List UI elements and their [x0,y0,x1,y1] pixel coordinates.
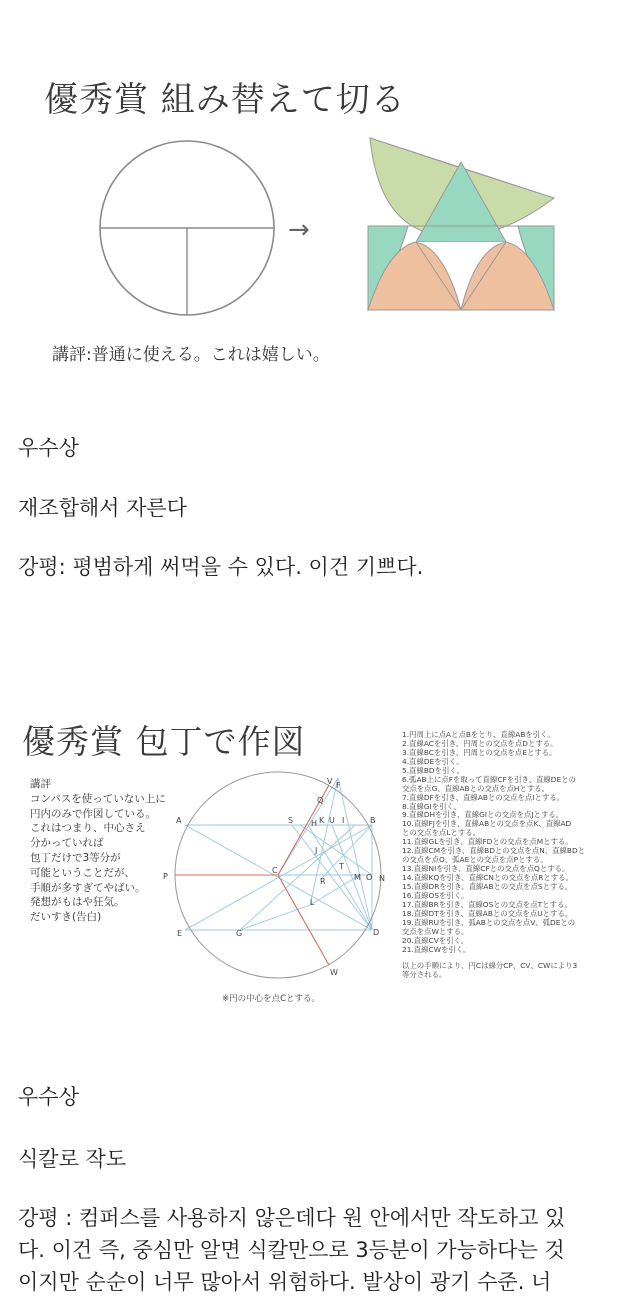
point-label: V [327,777,333,786]
step-line: 13.直線NIを引き、直線CFとの交点を点Qとする。 [402,864,570,874]
point-label: H [311,819,318,828]
section2-review-jp [30,777,166,925]
point-label: O [366,873,373,882]
point-label: U [329,816,335,825]
step-line: 8.直線GIを引く。 [402,801,462,811]
review-line: だいすき(告白) [30,911,102,924]
center-note: ※円の中心を点Cとする。 [222,994,321,1004]
review-line: 円内のみで作図している。 [30,807,156,820]
step-line: 10.直線FJを引き、直線ABとの交点を点K、直線AD [402,819,572,829]
section1-review-jp: 講評:普通に使える。これは嬉しい。 [52,345,330,365]
point-label: E [177,929,183,938]
step-line: 14.直線KQを引き、直線CNとの交点を点Rとする。 [402,873,573,882]
conclusion-line: 等分される。 [402,970,447,980]
step-line: 20.直線CVを引く。 [402,935,469,945]
construction-steps [402,731,585,980]
review-line: 分かっていれば [30,837,104,850]
step-line: との交点を点Lとする。 [402,828,481,838]
point-label: J [315,846,318,855]
step-line: 1.円周上に点Aと点Bをとり、直線ABを引く。 [402,730,555,739]
step-line: 12.直線CMを引き、直線BDとの交点を点N、直線BDと [402,846,586,856]
point-label: L [310,898,315,907]
point-label: B [370,816,376,825]
divided-circle [100,141,274,315]
construction-lines [185,778,372,930]
review-ko-line: 이지만 순순이 너무 많아서 위험하다. 발상이 광기 수준. 너 [18,1270,552,1294]
section2-title-jp: 優秀賞 包丁で作図 [22,722,306,761]
point-label: I [342,816,345,825]
section1-title-jp: 優秀賞 組み替えて切る [44,80,406,120]
section1-review-ko: 강평: 평범하게 써먹을 수 있다. 이건 기쁘다. [18,555,424,579]
step-line: 5.直線BDを引く。 [402,765,465,775]
point-label: G [236,929,243,938]
review-line: これはつまり、中心さえ [30,822,146,835]
step-line: 11.直線GLを引き、直線FDとの交点を点Mとする。 [402,837,573,847]
review-line: 手順が多すぎてやばい。 [30,881,146,894]
section1-figure [90,130,560,330]
step-line: 18.直線DTを引き、直線ABとの交点を点Uとする。 [402,908,573,918]
step-line: 16.直線OSを引く。 [402,890,469,900]
point-label: P [163,872,168,881]
conclusion-line: 以上の手順により、円Cは線分CP、CV、CWにより3 [402,961,578,971]
step-line: 17.直線BRを引き、直線OSとの交点を点Tとする。 [402,899,572,909]
step-line: 7.直線DFを引き、直線ABとの交点を点Iとする。 [402,792,565,802]
step-line: 15.直線DRを引き、直線ABとの交点を点Sとする。 [402,881,573,891]
point-label: N [379,874,385,883]
step-line: 4.直線DEを引く。 [402,756,464,766]
step-line: 9.直線DHを引き、直線GIとの交点を点Jとする。 [402,810,564,820]
review-ko-line: 강평 : 컴퍼스를 사용하지 않은데다 원 안에서만 작도하고 있 [18,1206,566,1230]
point-label: M [354,873,361,882]
section2-award-ko: 우수상 [18,1085,79,1109]
section2-title-ko: 식칼로 작도 [18,1147,127,1171]
step-line: 2.直線ACを引き、円周との交点を点Dとする。 [402,738,558,748]
point-label: T [339,862,344,871]
review-line: 発想がもはや狂気。 [30,896,125,909]
step-line: 交点を点Wとする。 [402,926,469,936]
review-line: 包丁だけで3等分が [30,851,121,864]
construction-figure [160,770,400,990]
review-line: コンパスを使っていない上に [30,792,166,805]
review-line: 講評 [30,778,51,790]
step-line: 6.弧AB上に点Fを取って直線CFを引き、直線DEとの [402,774,576,784]
arrow-icon: → [288,215,310,245]
step-line: 19.直線RUを引き、弧ABとの交点を点V、弧DEとの [402,917,576,927]
point-label: K [319,816,325,825]
review-ko-line: 다. 이건 즉, 중심만 알면 식칼만으로 3등분이 가능하다는 것 [18,1238,565,1262]
step-line: 21.直線CWを引く。 [402,944,471,954]
section2-review-ko [18,1202,638,1298]
point-label: F [336,781,341,790]
rearranged-pieces [368,138,554,310]
point-label: R [320,877,326,886]
point-label: A [176,816,182,825]
point-label: W [330,968,338,977]
point-label: S [288,816,294,825]
section1-title-ko: 재조합해서 자른다 [18,496,187,520]
point-label: Q [317,796,324,805]
point-label: D [373,928,380,937]
step-line: 3.直線BCを引き、円周との交点を点Eとする。 [402,747,557,757]
step-line: の交点を点O、弧AEとの交点を点Pとする。 [402,855,548,865]
point-label: C [272,866,278,875]
review-line: 可能ということだが、 [30,866,135,879]
step-line: 交点を点G、直線ABとの交点を点Hとする。 [402,783,550,793]
section1-award-ko: 우수상 [18,436,79,460]
